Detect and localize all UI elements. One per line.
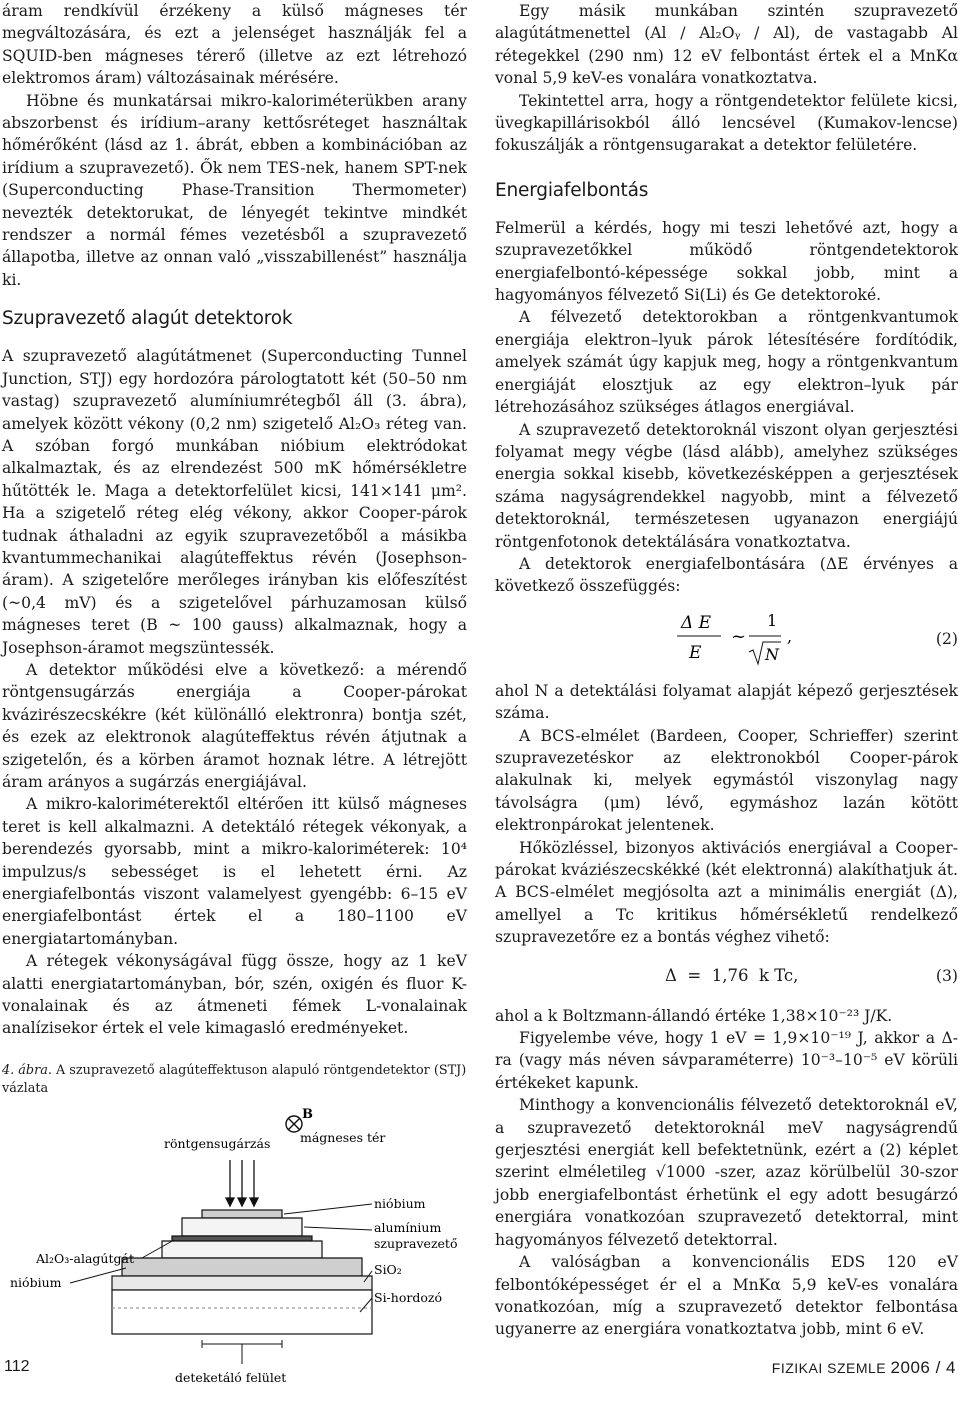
- paragraph: A szupravezető detektoroknál viszont olyan gerjesztési folyamat megy végbe (lásd alább), amelyhez szükséges energia sokkal kisebb, következésképpen a gerjesztések száma nagyságrendekkel nagyobb, mint a félvezető detektoroknál, természetesen ugyanazon energiájú röntgenfotonok detektálására vonatkoztatva.: [495, 420, 958, 551]
- section-heading-energy-resolution: Energiafelbontás: [495, 179, 649, 201]
- equation-2-formula: [675, 604, 960, 676]
- paragraph: áram rendkívül érzékeny a külső mágneses tér megváltozására, és ezt a jelenséget használják fel a SQUID-ben mágneses térerő (illetve az ezt létrehozó elektromos áram) változásainak mérésére.: [2, 2, 467, 88]
- equation-2: [495, 604, 958, 676]
- sio2-label: SiO₂: [374, 1261, 402, 1277]
- eq2-radicand: N: [765, 644, 779, 664]
- magnetic-field-label: mágneses tér: [300, 1129, 386, 1145]
- xray-arrows: [226, 1160, 258, 1206]
- equation-3: [495, 949, 958, 1005]
- left-column: [2, 0, 467, 1402]
- paragraph: Felmerül a kérdés, hogy mi teszi lehetővé azt, hogy a szupravezetőkkel működő röntgendetektorok energiafelbontó-képessége sokkal jobb, mint a hagyományos félvezető Si(Li) és Ge detektoroké.: [495, 218, 958, 305]
- eq2-tilde: ~: [731, 625, 747, 647]
- section-heading-stj: Szupravezető alagút detektorok: [2, 308, 293, 330]
- niobium-right-label: nióbium: [374, 1195, 426, 1211]
- niobium-left-label: nióbium: [10, 1274, 62, 1290]
- paragraph: A félvezető detektorokban a röntgenkvantumok energiája elektron–lyuk párok létesítésére fordítódik, amelyek számát úgy kapjuk meg, hogy a röntgenkvantum energiáját elosztjuk az egy elektron–lyuk pár létrehozásához szükséges átlagos energiával.: [495, 308, 958, 417]
- xray-label: röntgensugárzás: [164, 1135, 271, 1151]
- aluminium-label: alumínium: [374, 1219, 442, 1235]
- b-field-label: B: [302, 1106, 313, 1122]
- stj-detector-figure: [2, 1102, 467, 1402]
- eq2-numerator: Δ E: [681, 612, 712, 633]
- page-number: 112: [4, 1358, 30, 1375]
- paragraph: A mikro-kaloriméterektől eltérően itt külső mágneses teret is kell alkalmazni. A detektáló rétegek vékonyak, a berendezés gyorsabb, mint a mikro-kaloriméterek: 10⁴ impulzus/s sebességet is el lehetett érni. Az energiafelbontás viszont valamelyest gyengébb: 6–15 eV energiafelbontást értek el a 180–1100 eV energiatartományban.: [2, 795, 467, 948]
- superconductor-label: szupravezető: [374, 1235, 458, 1251]
- paragraph: Höbne és munkatársai mikro-kaloriméterükben arany abszorbenst és irídium–arany kettősréteget használtak hőmérőként (lásd az 1. ábrát, ebben a kombinációban az irídium a szupravezető). Ők nem TES-nek, hanem SPT-nek (Superconducting Phase-Transition Thermometer) nevezték detektorukat, de lényegét tekintve mindkét rendszer a normál fémes vezetésből a szupravezető állapotba, illetve az onnan való „visszabillenést” használja ki.: [2, 91, 467, 289]
- substrate-label: Si-hordozó: [374, 1289, 442, 1305]
- equation-3-number: (3): [935, 966, 958, 985]
- paragraph: Hőközléssel, bizonyos aktivációs energiával a Cooper-párokat kváziészecskékké (két elektronná) alakíthatjuk át. A BCS-elmélet megjósolta azt a minimális energiát (Δ), amellyel a Tc kritikus hőmérsékletű rendelkező szupravezetőre ez a bontás véghez vihető:: [495, 838, 958, 947]
- paragraph: A valóságban a konvencionális EDS 120 eV felbontóképességet ér el a MnKα 5,9 keV-es vonalára vonatkozóan, míg a szupravezető detektor felbontása ugyanerre az energiára vonatkoztatva jobb, mint 6 eV.: [495, 1253, 958, 1339]
- right-column: [495, 0, 958, 1341]
- al2o3-barrier-label: Al₂O₃-alagútgát: [36, 1250, 134, 1266]
- paragraph: Figyelembe véve, hogy 1 eV = 1,9×10⁻¹⁹ J, akkor a Δ-ra (vagy más néven sávparaméterre) 10⁻³–10⁻⁵ eV körüli értékeket kapunk.: [495, 1029, 958, 1092]
- paragraph: A rétegek vékonyságával függ össze, hogy az 1 keV alatti energiatartományban, bór, szén, oxigén és fluor K-vonalainak és az átmeneti fémek L-vonalainak analízisekor értek el vele kimagasló eredményeket.: [2, 952, 467, 1038]
- paragraph: A detektor működési elve a következő: a mérendő röntgensugárzás energiája a Cooper-párokat kvázirészecskékre (két különálló elektronra) bontja szét, és ezek az elektronok alagúteffektus révén átjutnak a szigetelőn, és a körben áramot hoznak létre. A létrejött áram arányos a sugárzás energiájával.: [2, 660, 467, 791]
- paragraph: Egy másik munkában szintén szupravezető alagútátmenettel (Al / Al₂Oᵧ / Al), de vastagabb Al rétegekkel (290 nm) 12 eV felbontást értek el a MnKα vonal 5,9 keV-es vonalára vonatkoztatva.: [495, 2, 958, 88]
- equation-2-number: (2): [935, 629, 958, 648]
- paragraph: ahol N a detektálási folyamat alapját képező gerjesztések száma.: [495, 681, 958, 723]
- paragraph: ahol a k Boltzmann-állandó értéke 1,38×10⁻²³ J/K.: [495, 1006, 893, 1025]
- eq2-comma: ,: [787, 626, 793, 646]
- paragraph: A detektorok energiafelbontására (ΔE érvényes a következő összefüggés:: [495, 554, 958, 596]
- figure-caption-text: A szupravezető alagúteffektuson alapuló röntgendetektor (STJ) vázlata: [2, 1062, 467, 1096]
- eq2-denominator: E: [689, 642, 702, 663]
- journal-issue: 2006 / 4: [890, 1358, 956, 1377]
- paragraph: Minthogy a konvencionális félvezető detektoroknál eV, a szupravezető detektoroknál meV nagyságrendű gerjesztési energiát kell befektetnünk, ezért a (2) képlet szerint elméletileg √1000 -szer, azaz körülbelül 30-szor jobb energiafelbontást érhetünk el egy adott besugárzó energiára vonatkozóan szupravezető detektorral, mint hagyományos félvezető detektorral.: [495, 1096, 958, 1249]
- journal-name: [772, 1358, 956, 1378]
- eq2-one: 1: [767, 610, 778, 630]
- detecting-surface-label: deteketáló felület: [175, 1369, 287, 1385]
- journal-title: FIZIKAI SZEMLE: [771, 1360, 891, 1376]
- figure-caption: [2, 1062, 467, 1098]
- paragraph: A szupravezető alagútátmenet (Superconducting Tunnel Junction, STJ) egy hordozóra párologtatott két (50–50 nm vastag) szupravezető alumíniumrétegből áll (3. ábra), amelyek között vékony (0,2 nm) szigetelő Al₂O₃ réteg van. A szóban forgó munkában nióbium elektródokat alkalmaztak, és az elrendezést 500 mK hőmérsékletre hűtötték le. Maga a detektorfelület kicsi, 141×141 μm². Ha a szigetelő réteg elég vékony, akkor Cooper-párok tudnak áthaladni az egyik szupravezetőből a másikba kvantummechanikai alagúteffektus révén (Josephson-áram). A szigetelőre merőleges irányban kis előfeszítést (~0,4 mV) és a szigetelővel párhuzamosan külső mágneses teret (B ~ 100 gauss) alkalmaznak, hogy a Josephson-áramot megszüntessék.: [2, 347, 467, 657]
- paragraph: Tekintettel arra, hogy a röntgendetektor felülete kicsi, üvegkapillárisokból álló lencsével (Kumakov-lencse) fokuszálják a röntgensugarakat a detektor felületére.: [495, 91, 958, 155]
- paragraph: A BCS-elmélet (Bardeen, Cooper, Schrieffer) szerint szupravezetéskor az elektronokból Cooper-párok alakulnak ki, melyek egymástól viszonylag nagy távolságra (μm) lévő, egymáshoz lazán kötött elektronpárokat jelentenek.: [495, 726, 958, 835]
- figure-label: 4. ábra.: [2, 1062, 52, 1078]
- equation-3-formula: Δ = 1,76 k Tc,: [665, 965, 799, 985]
